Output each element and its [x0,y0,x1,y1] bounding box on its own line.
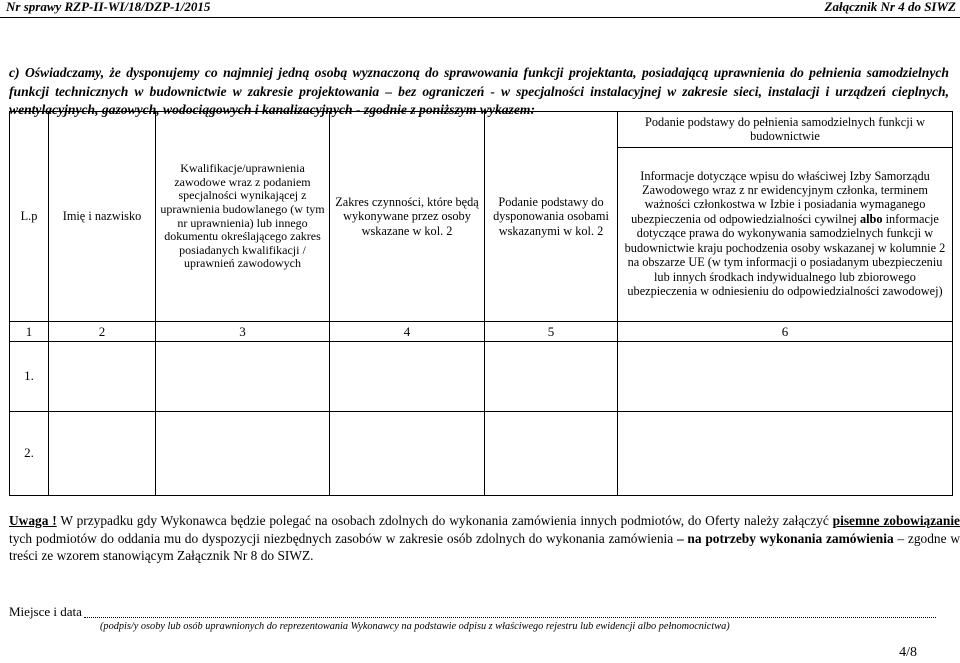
column-number: 3 [156,322,330,342]
cell-scope [330,412,485,496]
warning-text-2: tych podmiotów do oddania mu do dyspozycji niezbędnych zasobów w zakresie osób zdolnych do wykonania zamówienia [9,530,677,546]
column-number: 2 [49,322,156,342]
warning-purpose: – na potrzeby wykonania zamówienia [676,530,894,546]
attachment-label: Załącznik Nr 4 do SIWZ [824,0,956,14]
document-reference: Nr sprawy RZP-II-WI/18/DZP-1/2015 [6,0,211,14]
cell-qualifications [156,342,330,412]
cell-scope [330,342,485,412]
header-chamber-info-a: Informacje dotyczące wpisu do właściwej Izby Samorządu Zawodowego wraz z nr ewidencyjnym członka, terminem ważności członkostwa w Izbie i posiadania wymaganego ubezpieczenia od odpowiedzialności cywilnej [631,168,930,226]
column-number: 5 [485,322,618,342]
warning-text-1: W przypadku gdy Wykonawca będzie polegać na osobach zdolnych do wykonania zamówienia innych podmiotów, do Oferty należy załączyć [56,513,833,528]
personnel-table [9,111,953,496]
signature-note: (podpis/y osoby lub osób uprawnionych do reprezentowania Wykonawcy na podstawie odpisu z właściwego rejestru lub ewidencji albo pełnomocnictwa) [100,621,730,632]
column-number: 1 [10,322,49,342]
cell-chamber-info [618,342,953,412]
warning-commitment: pisemne zobowiązanie [832,513,960,528]
header-basis: Podanie podstawy do dysponowania osobami wskazanymi w kol. 2 [485,112,618,322]
header-chamber-info-b: informacje dotyczące prawa do wykonywania samodzielnych funkcji w budownictwie kraju pochodzenia osoby wskazanej w kolumnie 2 na obszarze UE (w tym informacji o posiadanym ubezpieczeniu lub innych środkach indywidualnego lub zbiorowego ubezpieczenia w odniesieniu do odpowiedzialności zawodowej) [624,211,946,298]
header-chamber-info-bold: albo [859,211,883,226]
cell-name [49,412,156,496]
header-rule [0,17,960,18]
table-row [10,412,953,496]
cell-basis [485,412,618,496]
section-c-statement: c) Oświadczamy, że dysponujemy co najmniej jedną osobą wyznaczoną do sprawowania funkcji projektanta, posiadającą uprawnienia do pełnienia samodzielnych funkcji technicznych w budownictwie w zakresie projektowania – bez ograniczeń - w specjalności instalacyjnej w zakresie sieci, instalacji i urządzeń cieplnych, wentylacyjnych, gazowych, wodociągowych i kanalizacyjnych - zgodnie z poniższym wykazem: [9,65,949,117]
row-number: 2. [10,412,49,496]
header-scope: Zakres czynności, które będą wykonywane przez osoby wskazane w kol. 2 [330,112,485,322]
cell-qualifications [156,412,330,496]
warning-label: Uwaga ! [9,513,57,528]
warning-text-3: – zgodne w treści ze wzorem stanowiącym Załącznik Nr 8 do SIWZ. [9,530,960,563]
header-name: Imię i nazwisko [49,112,156,322]
place-and-date-label: Miejsce i data [9,604,82,619]
row-number: 1. [10,342,49,412]
cell-basis [485,342,618,412]
header-lp: L.p [10,112,49,322]
header-chamber-info [618,148,953,322]
warning-note [9,512,960,565]
column-number: 6 [618,322,953,342]
page-number: 4/8 [899,645,917,660]
cell-name [49,342,156,412]
header-qualifications: Kwalifikacje/uprawnienia zawodowe wraz z podaniem specjalności wynikającej z uprawnienia budowlanego (w tym nr uprawnienia) lub innego dokumentu określającego zakres posiadanych kwalifikacji / uprawnień zawodowych [156,112,330,322]
table-row [10,342,953,412]
signature-line [84,617,936,618]
column-number: 4 [330,322,485,342]
cell-chamber-info [618,412,953,496]
header-group-basis: Podanie podstawy do pełnienia samodzielnych funkcji w budownictwie [618,112,953,148]
